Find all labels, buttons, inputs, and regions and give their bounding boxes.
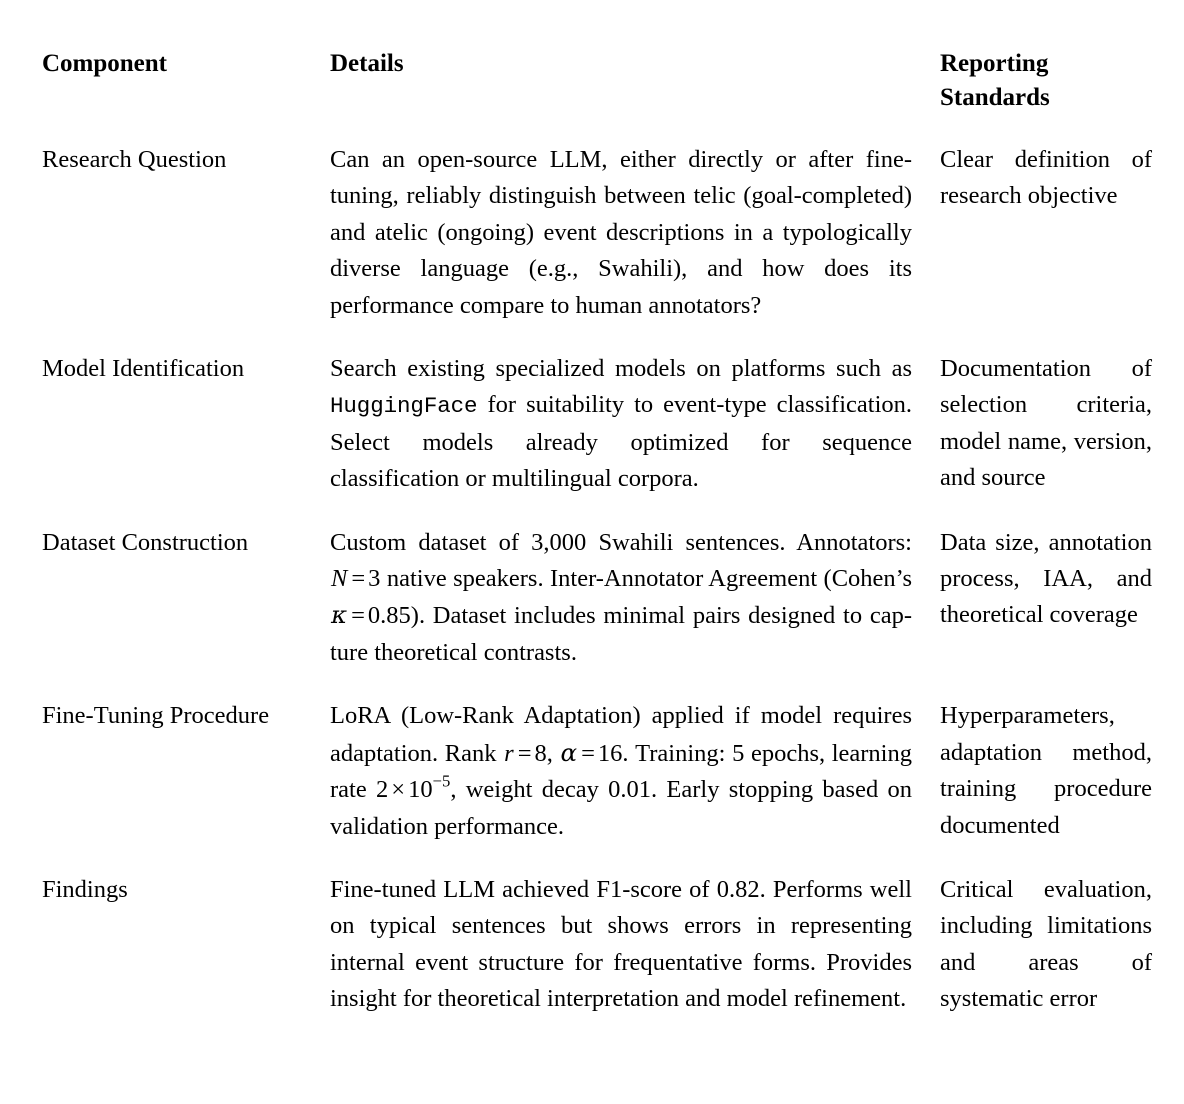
research-protocol-table [42,34,1152,1032]
learning-rate-exponent: −5 [432,771,451,791]
details-text-2: . Training: 5 epochs, learning rate [330,739,912,804]
row-reporting-standards: Hyperparameters, adaptation method, training procedure documented [940,702,1152,839]
row4-bottom-gap [42,845,1152,859]
row-reporting-standards: Documentation of selection criteria, model name, version, and source [940,355,1152,492]
header-details: Details [330,50,404,77]
row5-top-gap [42,859,1152,872]
math-n-value: 3 [368,565,381,593]
math-alpha-value: 16 [597,739,623,767]
row5-bottom-gap [42,1018,1152,1032]
row3-top-gap [42,512,1152,525]
row3-bottom-gap [42,671,1152,685]
row-details [330,142,940,324]
math-n: N [331,565,348,593]
table-container [42,34,1152,1032]
table-header-row [42,47,1152,115]
row-component-label: Model Identification [42,355,245,383]
details-text: Fine-tuned LLM achieved F1-score of 0.82. Performs well on typical sentences but shows errors in representing internal event structure for frequentative forms. Provides insight for theoretical interpretation and model refinement. [330,875,912,1013]
details-text-after: for suitability to event-type classification. Select models already optimized for sequence classification or multilingual corpora. [330,391,912,493]
learning-rate-base: 10 [408,776,433,804]
header-top-gap [42,34,1152,47]
row2-bottom-gap [42,498,1152,512]
equals-sign-2: = [581,739,595,767]
row-component-label: Research Question [42,146,227,173]
learning-rate-mantissa: 2 [376,776,389,804]
row-reporting-standards: Data size, annotation process, IAA, and theoretical coverage [940,528,1152,629]
table-row [42,351,1152,498]
row-reporting-standards: Critical evaluation, including limitations and areas of systematic error [940,875,1152,1013]
equals-sign-1: = [517,739,532,767]
header-reporting-standards [940,47,1152,115]
math-kappa: κ [331,600,348,630]
table-row [42,872,1152,1018]
equals-sign-2: = [351,602,365,630]
details-text-2: native speakers. Inter-Annotator Agreement (Cohen’s [380,565,912,593]
row-reporting-standards: Clear definition of research objective [940,146,1152,210]
equals-sign-1: = [351,565,366,593]
details-text-3: ). Dataset includes minimal pairs designed to capture theoretical contrasts. [330,602,912,666]
header-component: Component [42,50,168,77]
row1-top-gap [42,129,1152,142]
row-component-label: Dataset Construction [42,528,249,556]
header-reporting-line2: Standards [940,84,1050,111]
row2-top-gap [42,338,1152,351]
math-alpha: α [560,737,578,767]
details-text: Can an open-source LLM, either directly or after fine-tuning, reliably distinguish between telic (goal-completed) and atelic (ongoing) event descriptions in a typologically diverse language (e.g., Swahili), and how does its performance compare to human annotators? [330,146,912,319]
row1-bottom-gap [42,324,1152,338]
row-details [330,698,940,845]
row-details [330,351,940,498]
details-comma: , [546,739,560,767]
table-row [42,698,1152,845]
table-row [42,525,1152,672]
math-kappa-value: 0.85 [367,602,411,630]
table-row [42,142,1152,324]
huggingface-code-span: HuggingFace [330,393,478,420]
details-text-1: Custom dataset of 3,000 Swahili sentences. Annotators: [330,528,912,556]
row-details [330,525,940,672]
multiplication-sign: × [391,776,406,804]
clipped-caption [42,0,742,2]
header-reporting-line1: Reporting [940,50,1049,77]
details-text-3: , weight decay 0.01. Early stopping based on validation performance. [330,776,913,840]
header-bottom-gap [42,115,1152,129]
details-text-before: Search existing specialized models on platforms such as [330,355,912,383]
math-rank-r: r [504,739,514,767]
row-component-label: Findings [42,875,128,903]
math-rank-value: 8 [534,739,547,767]
row-component-label: Fine-Tuning Procedure [42,702,270,730]
row-details [330,872,940,1018]
row4-top-gap [42,685,1152,698]
details-text-1: LoRA (Low-Rank Adaptation) applied if model requires adaptation. Rank [330,702,912,767]
